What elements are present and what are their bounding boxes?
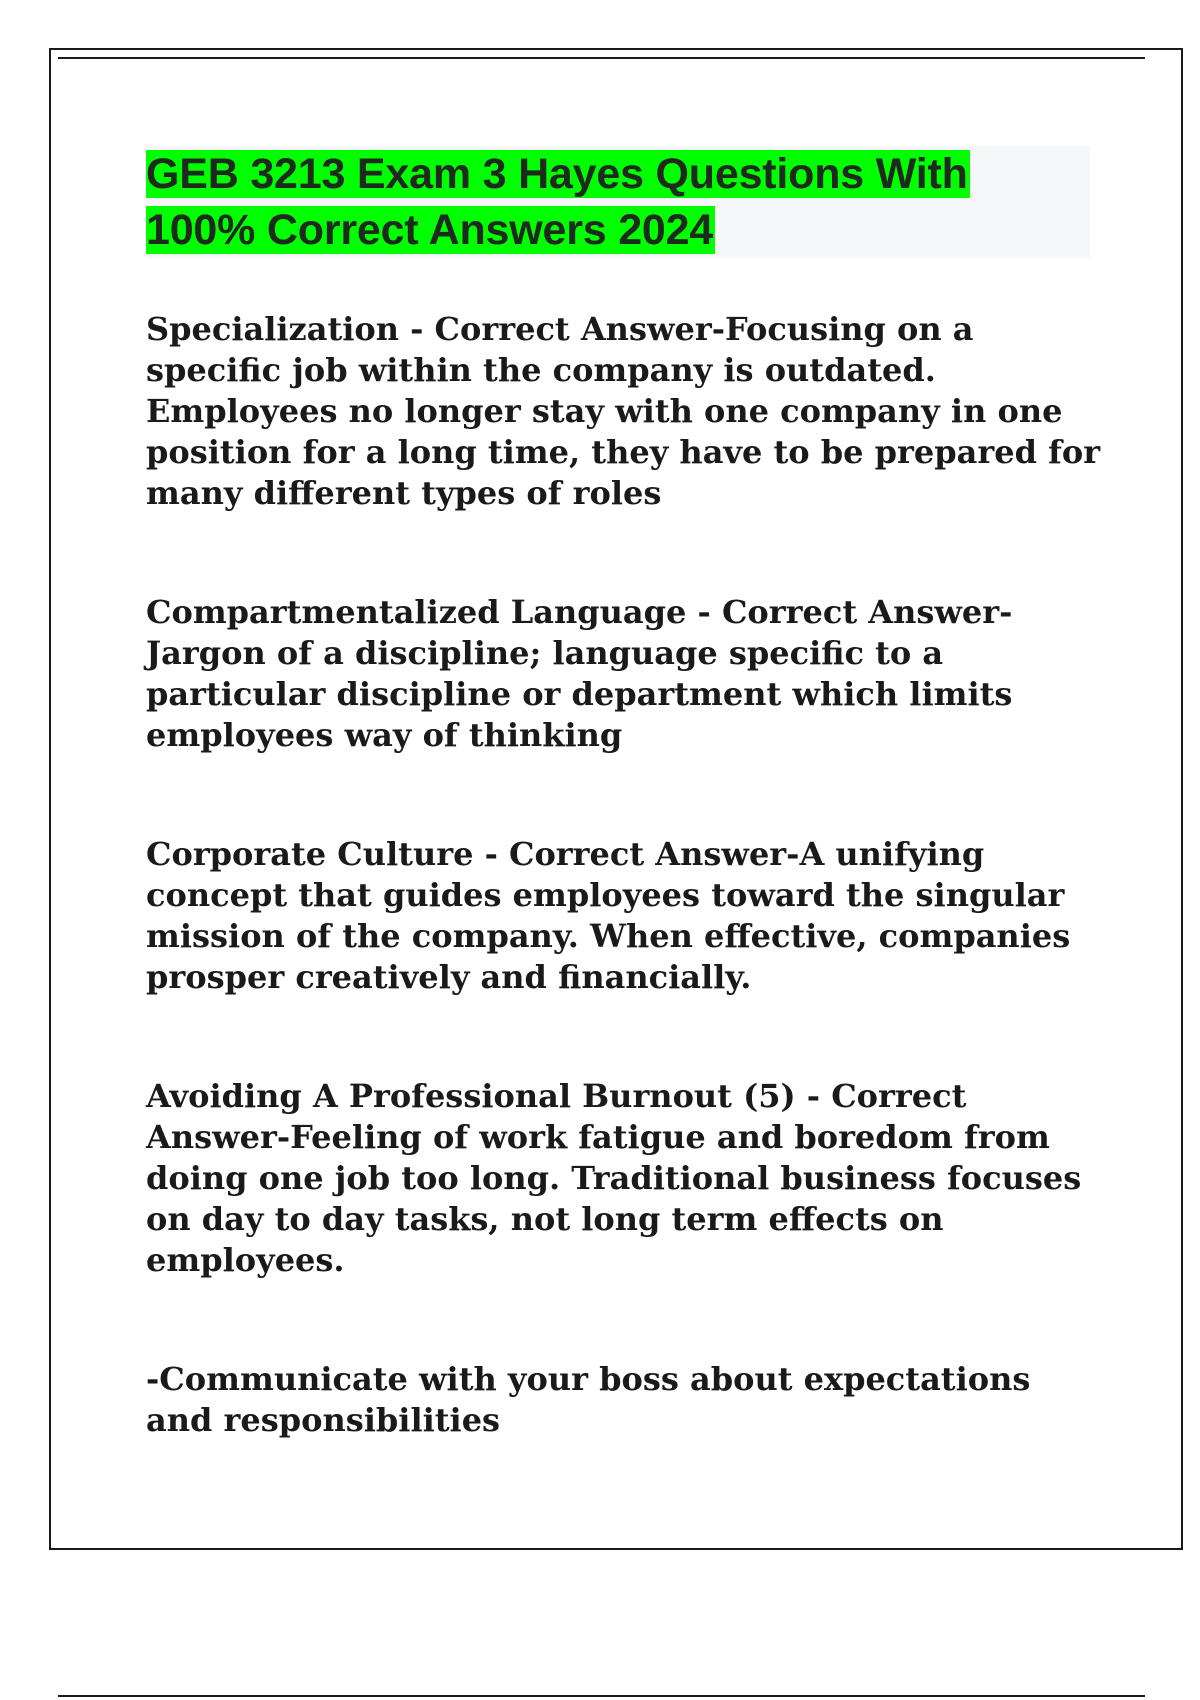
bottom-divider bbox=[58, 1695, 1145, 1697]
title-highlight-line1: GEB 3213 Exam 3 Hayes Questions With bbox=[146, 150, 968, 198]
qa-entry-specialization: Specialization - Correct Answer-Focusing on a specific job within the company is outdated. Employees no longer stay with one company in one position for a long time, they have to be prepared for many different types of roles bbox=[146, 310, 1101, 512]
qa-entry-corporate-culture: Corporate Culture - Correct Answer-A unifying concept that guides employees toward the singular mission of the company. When effective, companies prosper creatively and financially. bbox=[146, 835, 1071, 996]
qa-entry-communicate-with-boss: -Communicate with your boss about expectations and responsibilities bbox=[146, 1360, 1031, 1439]
document-title bbox=[146, 146, 1090, 258]
title-highlight-line2: 100% Correct Answers 2024 bbox=[146, 206, 714, 254]
qa-entry-avoiding-burnout: Avoiding A Professional Burnout (5) - Correct Answer-Feeling of work fatigue and boredom from doing one job too long. Traditional business focuses on day to day tasks, not long term effects on employees. bbox=[146, 1077, 1082, 1279]
top-divider bbox=[58, 57, 1145, 59]
title-block bbox=[146, 146, 1090, 258]
qa-entry-compartmentalized-language: Compartmentalized Language - Correct Answer-Jargon of a discipline; language specific to a particular discipline or department which limits employees way of thinking bbox=[146, 593, 1013, 754]
qa-list bbox=[146, 309, 1106, 1441]
